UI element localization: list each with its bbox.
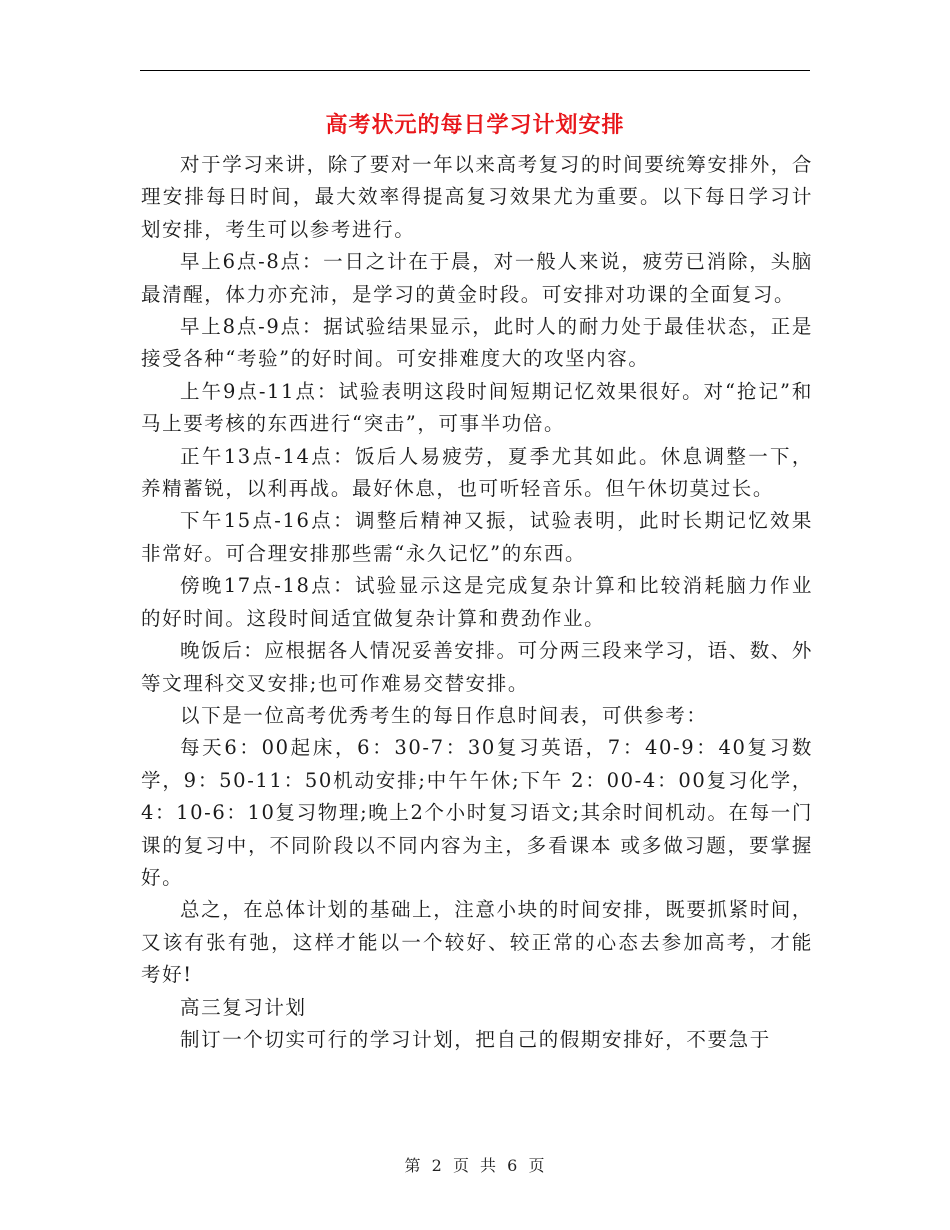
paragraph: 以下是一位高考优秀考生的每日作息时间表，可供参考： xyxy=(180,703,708,727)
paragraph: 早上6点-8点：一日之计在于晨，对一般人来说，疲劳已消除，头脑最清醒，体力亦充沛，是学习的黄金时段。可安排对功课的全面复习。 xyxy=(141,250,813,306)
paragraph: 制订一个切实可行的学习计划，把自己的假期安排好，不要急于 xyxy=(180,1027,771,1051)
paragraph: 上午9点-11点：试验表明这段时间短期记忆效果很好。对“抢记”和马上要考核的东西进行“突击”，可事半功倍。 xyxy=(141,379,813,436)
footer-prefix: 第 xyxy=(404,1156,422,1175)
document-title: 高考状元的每日学习计划安排 xyxy=(325,112,625,138)
section-heading: 高三复习计划 xyxy=(180,995,307,1019)
paragraph: 每天6：00起床，6：30-7：30复习英语，7：40-9：40复习数学，9：50-11：50机动安排;中午午休;下午 2：00-4：00复习化学，4：10-6：10复习物理;晚上2个小时复习语文;其余时间机动。在每一门课的复习中，不同阶段以不同内容为主，多看课本 或多做习题，要掌握好。 xyxy=(141,736,813,889)
header-rule xyxy=(140,70,810,71)
footer-total-pages: 6 xyxy=(507,1156,519,1175)
page-footer xyxy=(0,1154,950,1178)
paragraph: 下午15点-16点：调整后精神又振，试验表明，此时长期记忆效果非常好。可合理安排那些需“永久记忆”的东西。 xyxy=(141,509,813,565)
paragraph: 傍晚17点-18点：试验显示这是完成复杂计算和比较消耗脑力作业的好时间。这段时间适宜做复杂计算和费劲作业。 xyxy=(141,574,813,630)
footer-total-unit: 页 xyxy=(528,1156,546,1175)
footer-total-prefix: 共 xyxy=(480,1156,498,1175)
paragraph: 总之，在总体计划的基础上，注意小块的时间安排，既要抓紧时间，又该有张有弛，这样才能以一个较好、较正常的心态去参加高考，才能考好! xyxy=(141,898,814,987)
paragraph: 对于学习来讲，除了要对一年以来高考复习的时间要统筹安排外，合理安排每日时间，最大效率得提高复习效果尤为重要。以下每日学习计划安排，考生可以参考进行。 xyxy=(141,153,814,241)
footer-page-unit: 页 xyxy=(452,1156,470,1175)
paragraph: 早上8点-9点：据试验结果显示，此时人的耐力处于最佳状态，正是接受各种“考验”的好时间。可安排难度大的攻坚内容。 xyxy=(141,315,813,371)
paragraph: 晚饭后：应根据各人情况妥善安排。可分两三段来学习，语、数、外等文理科交叉安排;也可作难易交替安排。 xyxy=(141,639,814,695)
document-body xyxy=(141,149,813,1056)
paragraph: 正午13点-14点：饭后人易疲劳，夏季尤其如此。休息调整一下，养精蓄锐，以利再战。最好休息，也可听轻音乐。但午休切莫过长。 xyxy=(141,444,813,501)
footer-page-number: 2 xyxy=(431,1156,443,1175)
